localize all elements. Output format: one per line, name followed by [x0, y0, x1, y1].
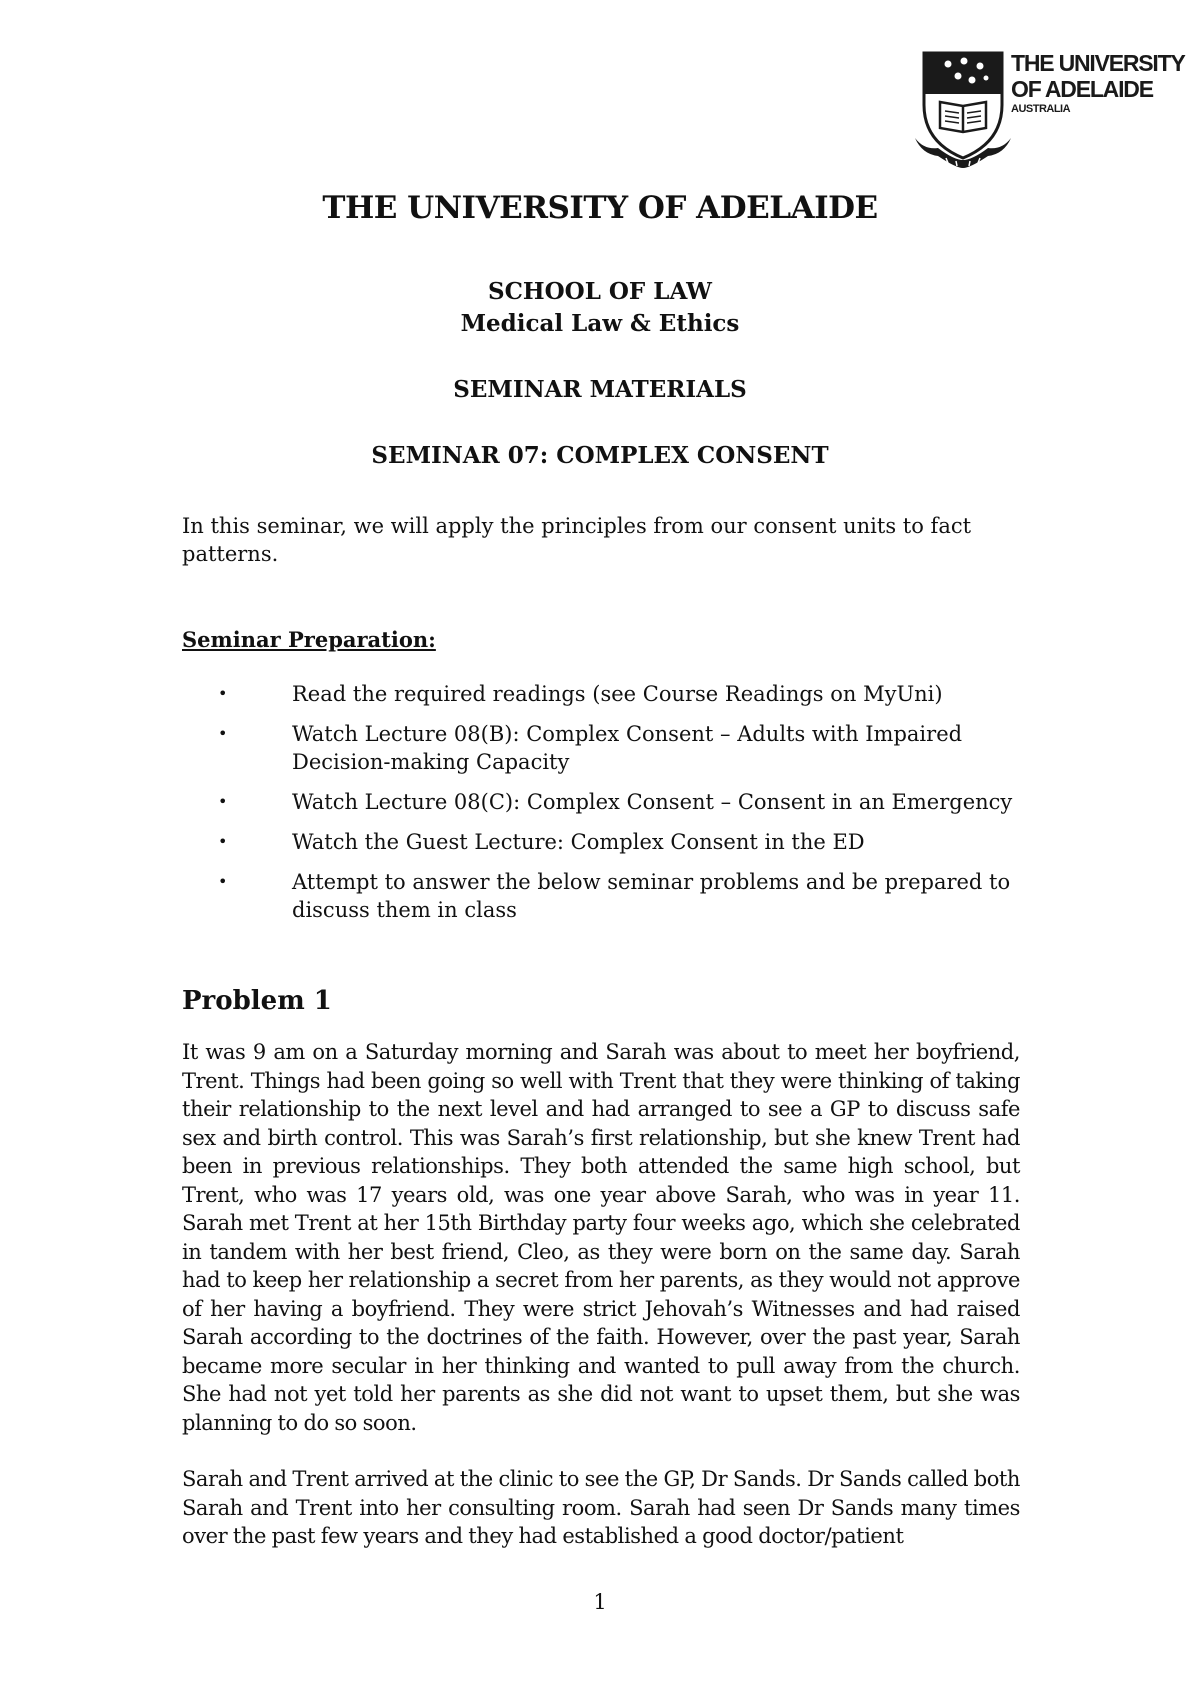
document-title: THE UNIVERSITY OF ADELAIDE [322, 190, 878, 226]
list-item-text: Read the required readings (see Course Readings on MyUni) [292, 682, 943, 706]
bullet-icon: • [218, 684, 228, 703]
list-item [182, 788, 1042, 816]
list-item-text: Watch the Guest Lecture: Complex Consent in the ED [292, 830, 865, 854]
page-number: 1 [593, 1590, 607, 1614]
bullet-icon: • [218, 872, 228, 891]
list-item [182, 828, 1042, 856]
intro-paragraph: In this seminar, we will apply the principles from our consent units to fact patterns. [182, 514, 972, 566]
list-item-text: Watch Lecture 08(B): Complex Consent – Adults with Impaired Decision-making Capacity [292, 722, 963, 774]
logo-line-1: THE UNIVERSITY [1011, 50, 1185, 76]
seminar-title: SEMINAR 07: COMPLEX CONSENT [371, 442, 829, 469]
course-name: Medical Law & Ethics [460, 310, 740, 337]
problem-heading: Problem 1 [182, 986, 332, 1016]
logo-line-2: OF ADELAIDE [1011, 76, 1153, 102]
preparation-heading: Seminar Preparation: [182, 627, 436, 652]
problem-paragraph-1: It was 9 am on a Saturday morning and Sarah was about to meet her boyfriend, Trent. Things had been going so well with Trent that they were thinking of taking their relationship to the next level and had arranged to see a GP to discuss safe sex and birth control. This was Sarah’s first relationship, but she knew Trent had been in previous relationships. They both attended the same high school, but Trent, who was 17 years old, was one year above Sarah, who was in year 11. Sarah met Trent at her 15th Birthday party four weeks ago, which she celebrated in tandem with her best friend, Cleo, as they were born on the same day. Sarah had to keep her relationship a secret from her parents, as they would not approve of her having a boyfriend. They were strict Jehovah’s Witnesses and had raised Sarah according to the doctrines of the faith. However, over the past year, Sarah became more secular in her thinking and wanted to pull away from the church. She had not yet told her parents as she did not want to upset them, but she was planning to do so soon. [182, 1040, 1020, 1435]
list-item [182, 680, 1042, 708]
list-item [182, 868, 1042, 924]
preparation-list [182, 680, 1042, 936]
list-item-text: Watch Lecture 08(C): Complex Consent – Consent in an Emergency [292, 790, 1013, 814]
list-item [182, 720, 1042, 776]
list-item-text: Attempt to answer the below seminar problems and be prepared to discuss them in class [292, 870, 1011, 922]
bullet-icon: • [218, 792, 228, 811]
problem-paragraph-2: Sarah and Trent arrived at the clinic to see the GP, Dr Sands. Dr Sands called both Sarah and Trent into her consulting room. Sarah had seen Dr Sands many times over the past few years and they had established a good doctor/patient [182, 1467, 1020, 1548]
bullet-icon: • [218, 724, 228, 743]
materials-heading: SEMINAR MATERIALS [453, 376, 747, 403]
logo-line-3: AUSTRALIA [1011, 103, 1071, 115]
bullet-icon: • [218, 832, 228, 851]
university-logo-text [1011, 52, 1185, 115]
school-name: SCHOOL OF LAW [488, 278, 712, 305]
